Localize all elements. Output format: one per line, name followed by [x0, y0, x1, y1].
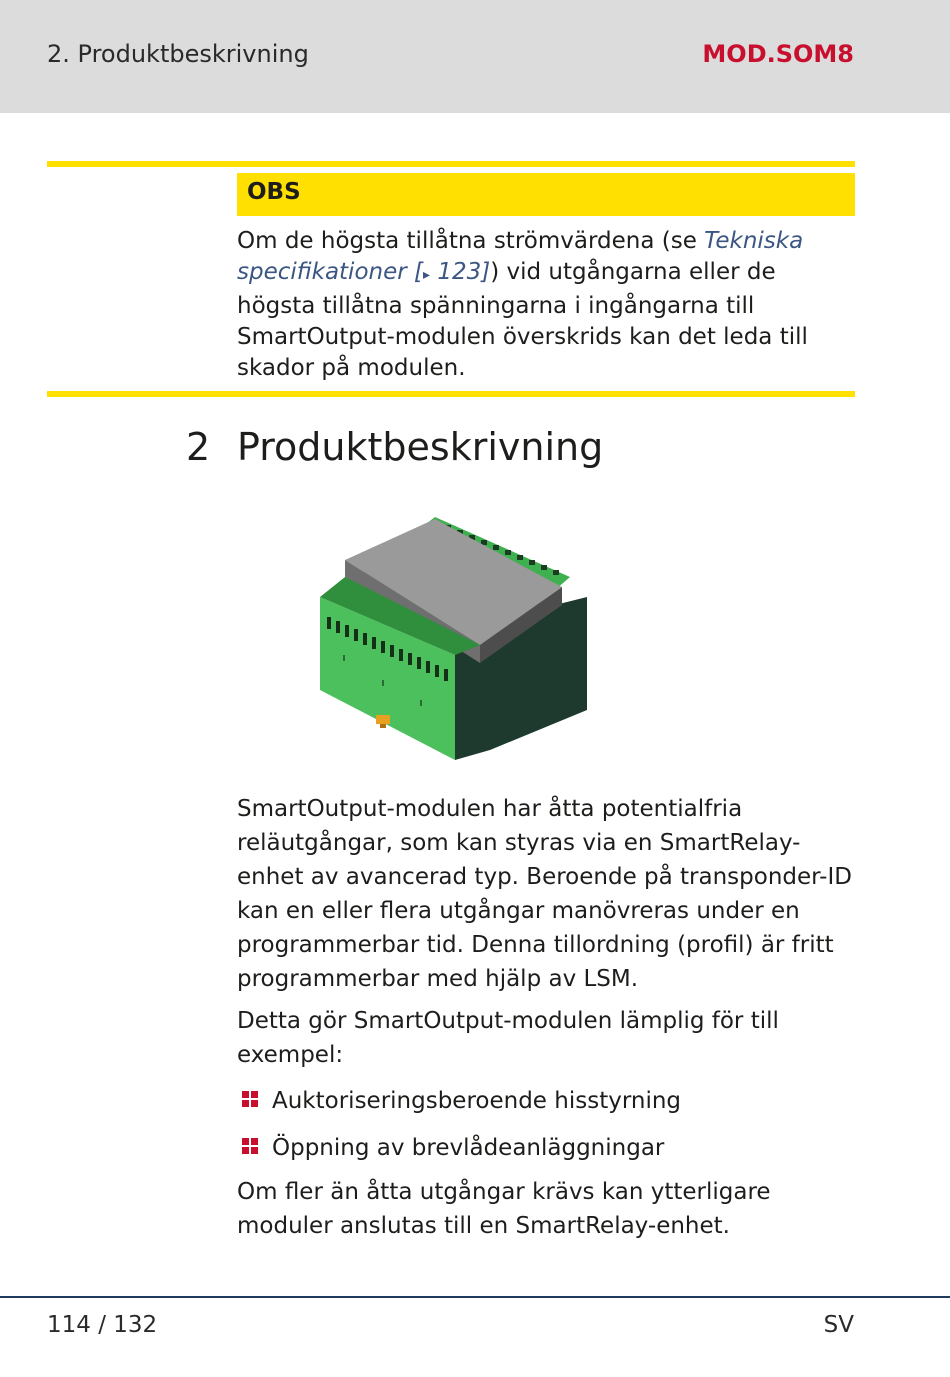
note-label: OBS: [237, 173, 855, 216]
page-number: 114 / 132: [47, 1312, 158, 1338]
intro-paragraph: SmartOutput-modulen har åtta potentialfria reläutgångar, som kan styras via en SmartRelay-enhet av avancerad typ. Beroende på transponder-ID kan en eller flera utgångar manövreras under en programmerbar tid. Denna tillordning (profil) är fritt programmerbar med hjälp av LSM.: [237, 796, 852, 992]
list-item-label: Auktoriseringsberoende hisstyrning: [272, 1088, 682, 1114]
note-top-bar: [47, 161, 855, 167]
red-square-bullet-icon: [242, 1091, 258, 1107]
list-item-label: Öppning av brevlådeanläggningar: [272, 1135, 665, 1161]
page-arrow-icon: ▸: [423, 267, 431, 283]
chapter-number: 2: [186, 425, 211, 469]
red-square-bullet-icon: [242, 1138, 258, 1154]
chapter-title: Produktbeskrivning: [237, 425, 604, 469]
note-text-before: Om de högsta tillåtna strömvärdena (se: [237, 228, 705, 254]
language-code: SV: [823, 1312, 854, 1338]
footer-divider: [0, 1296, 950, 1298]
list-item: [242, 1131, 855, 1165]
page-header: [0, 0, 950, 113]
additional-modules-paragraph: Om fler än åtta utgångar krävs kan ytterligare moduler anslutas till en SmartRelay-enhet.: [237, 1179, 771, 1239]
note-text: [237, 226, 852, 384]
smartoutput-module-image: [300, 505, 610, 770]
note-bottom-bar: [47, 391, 855, 397]
note-text-after: ) vid utgångarna eller de högsta tillåtna spänningarna i ingångarna till SmartOutput-modulen överskrids kan det leda till skador på modulen.: [237, 259, 808, 381]
list-item: [242, 1084, 855, 1118]
usage-paragraph: Detta gör SmartOutput-modulen lämplig för till exempel:: [237, 1008, 779, 1068]
link-label: Tekniska specifikationer [: [237, 228, 804, 285]
link-page: 123]: [430, 259, 491, 285]
header-section-title: 2. Produktbeskrivning: [47, 40, 309, 68]
header-product-code: MOD.SOM8: [702, 40, 854, 68]
